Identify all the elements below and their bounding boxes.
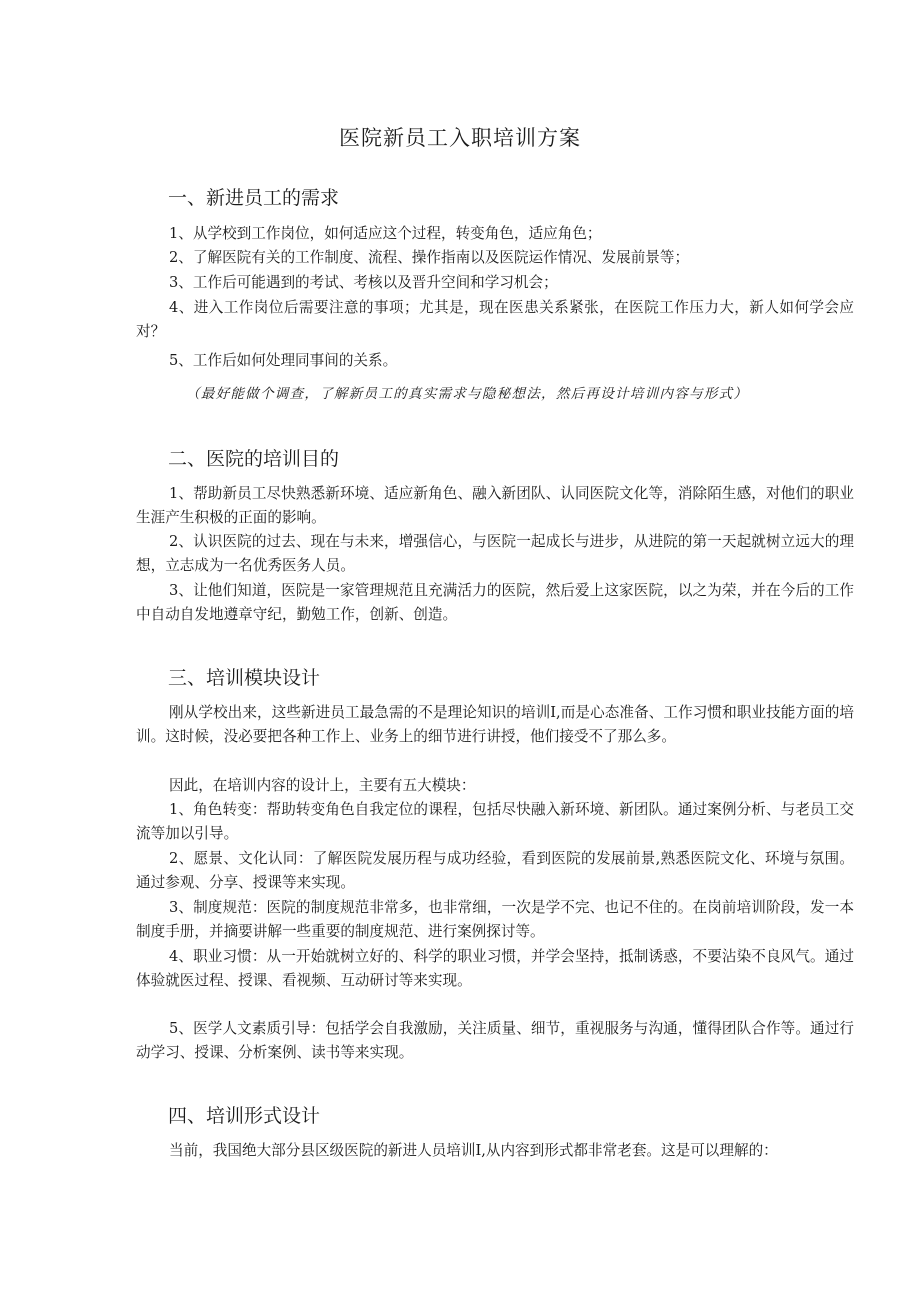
section-heading-format: 四、培训形式设计 [168,1105,321,1127]
paragraph: 当前，我国绝大部分县区级医院的新进人员培训I,从内容到形式都非常老套。这是可以理解的： [169,1142,778,1159]
paragraph: 刚从学校出来，这些新进员工最急需的不是理论知识的培训I,而是心态准备、工作习惯和职业技能方面的培训。这时候，没必要把各种工作上、业务上的细节进行讲授，他们接受不了那么多。 [136,704,854,745]
paragraph: 1、从学校到工作岗位，如何适应这个过程，转变角色，适应角色； [169,225,602,242]
paragraph: 因此，在培训内容的设计上，主要有五大模块： [169,777,476,794]
section-heading-goals: 二、医院的培训目的 [168,448,340,470]
paragraph: 2、认识医院的过去、现在与未来，增强信心，与医院一起成长与进步，从进院的第一天起就树立远大的理想，立志成为一名优秀医务人员。 [136,533,854,574]
section-heading-needs: 一、新进员工的需求 [168,187,340,209]
paragraph: 3、工作后可能遇到的考试、考核以及晋升空间和学习机会； [169,274,558,291]
paragraph: 1、帮助新员工尽快熟悉新环境、适应新角色、融入新团队、认同医院文化等，消除陌生感，对他们的职业生涯产生积极的正面的影响。 [136,485,854,526]
paragraph: 4、进入工作岗位后需要注意的事项；尤其是，现在医患关系紧张，在医院工作压力大，新人如何学会应对？ [136,299,854,340]
note-text: （最好能做个调查，了解新员工的真实需求与隐秘想法，然后再设计培训内容与形式） [186,386,749,402]
paragraph: 5、工作后如何处理同事间的关系。 [169,352,398,369]
paragraph: 2、了解医院有关的工作制度、流程、操作指南以及医院运作情况、发展前景等； [169,249,690,266]
paragraph: 2、愿景、文化认同：了解医院发展历程与成功经验，看到医院的发展前景,熟悉医院文化、环境与氛围。通过参观、分享、授课等来实现。 [136,850,854,891]
section-heading-modules: 三、培训模块设计 [168,667,321,689]
paragraph: 1、角色转变：帮助转变角色自我定位的课程，包括尽快融入新环境、新团队。通过案例分析、与老员工交流等加以引导。 [136,801,854,842]
paragraph: 4、职业习惯：从一开始就树立好的、科学的职业习惯，并学会坚持，抵制诱惑，不要沾染不良风气。通过体验就医过程、授课、看视频、互动研讨等来实现。 [136,948,854,989]
paragraph: 3、制度规范：医院的制度规范非常多，也非常细，一次是学不完、也记不住的。在岗前培训阶段，发一本制度手册，并摘要讲解一些重要的制度规范、进行案例探讨等。 [136,899,854,940]
document-title: 医院新员工入职培训方案 [339,126,581,150]
paragraph: 3、让他们知道，医院是一家管理规范且充满活力的医院，然后爱上这家医院，以之为荣，并在今后的工作中自动自发地遵章守纪，勤勉工作，创新、创造。 [136,582,854,623]
paragraph: 5、医学人文素质引导：包括学会自我激励，关注质量、细节，重视服务与沟通，懂得团队合作等。通过行动学习、授课、分析案例、读书等来实现。 [136,1020,854,1061]
